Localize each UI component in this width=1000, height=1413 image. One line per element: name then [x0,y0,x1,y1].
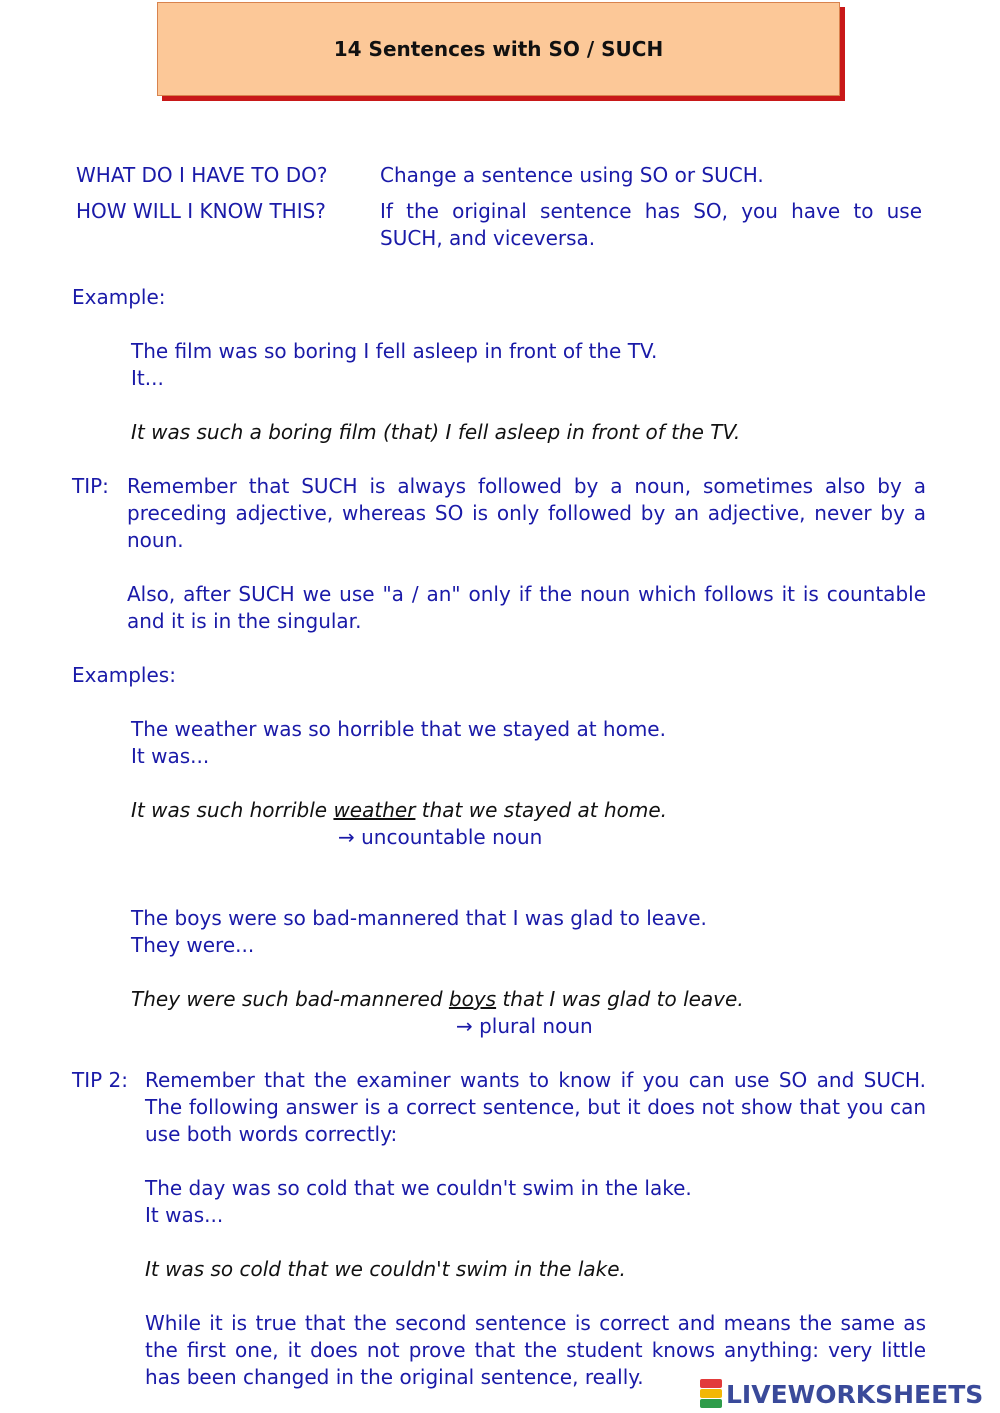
tip-2-prompt: It was... [145,1203,224,1227]
example-2-note: → plural noun [456,1014,593,1038]
example-sentence: The film was so boring I fell asleep in front of the TV. [131,339,658,363]
liveworksheets-badge-icon [700,1379,722,1409]
page-title: 14 Sentences with SO / SUCH [157,2,840,96]
instruction-answer-2: If the original sentence has SO, you have to use SUCH, and viceversa. [380,199,922,250]
tip-label: TIP: [72,474,109,498]
example-2-noun: boys [448,987,497,1011]
examples-heading: Examples: [72,663,176,687]
tip-2-answer: It was so cold that we couldn't swim in the lake. [145,1257,626,1281]
tip-2-label: TIP 2: [72,1068,128,1092]
tip-2-paragraph-1: Remember that the examiner wants to know if you can use SO and SUCH. The following answer is a correct sentence, but it does not show that you can use both words correctly: [145,1068,926,1146]
example-heading: Example: [72,285,166,309]
liveworksheets-logo [700,1376,996,1412]
tip-paragraph-1: Remember that SUCH is always followed by a noun, sometimes also by a preceding adjective, whereas SO is only followed by an adjective, never by a noun. [127,474,926,552]
example-2-answer: They were such bad-mannered boys that I was glad to leave. [131,987,744,1011]
liveworksheets-wordmark: LIVEWORKSHEETS [726,1379,984,1409]
tip-paragraph-2: Also, after SUCH we use "a / an" only if the noun which follows it is countable and it is in the singular. [127,582,926,633]
example-1-note: → uncountable noun [338,825,543,849]
instruction-question-1: WHAT DO I HAVE TO DO? [76,163,328,187]
tip-2-sentence: The day was so cold that we couldn't swim in the lake. [145,1176,692,1200]
tip-2-paragraph-2: While it is true that the second sentence is correct and means the same as the first one, it does not prove that the student knows anything: very little has been changed in the original sentence, really. [145,1311,926,1389]
example-2-prompt: They were... [131,933,255,957]
instruction-question-2: HOW WILL I KNOW THIS? [76,199,326,223]
example-answer: It was such a boring film (that) I fell asleep in front of the TV. [131,420,741,444]
example-1-answer: It was such horrible weather that we stayed at home. [131,798,667,822]
example-2-sentence: The boys were so bad-mannered that I was glad to leave. [131,906,707,930]
instruction-answer-1: Change a sentence using SO or SUCH. [380,163,764,187]
example-1-prompt: It was... [131,744,210,768]
example-1-noun: weather [333,798,416,822]
example-1-sentence: The weather was so horrible that we stayed at home. [131,717,666,741]
example-prompt: It... [131,366,164,390]
